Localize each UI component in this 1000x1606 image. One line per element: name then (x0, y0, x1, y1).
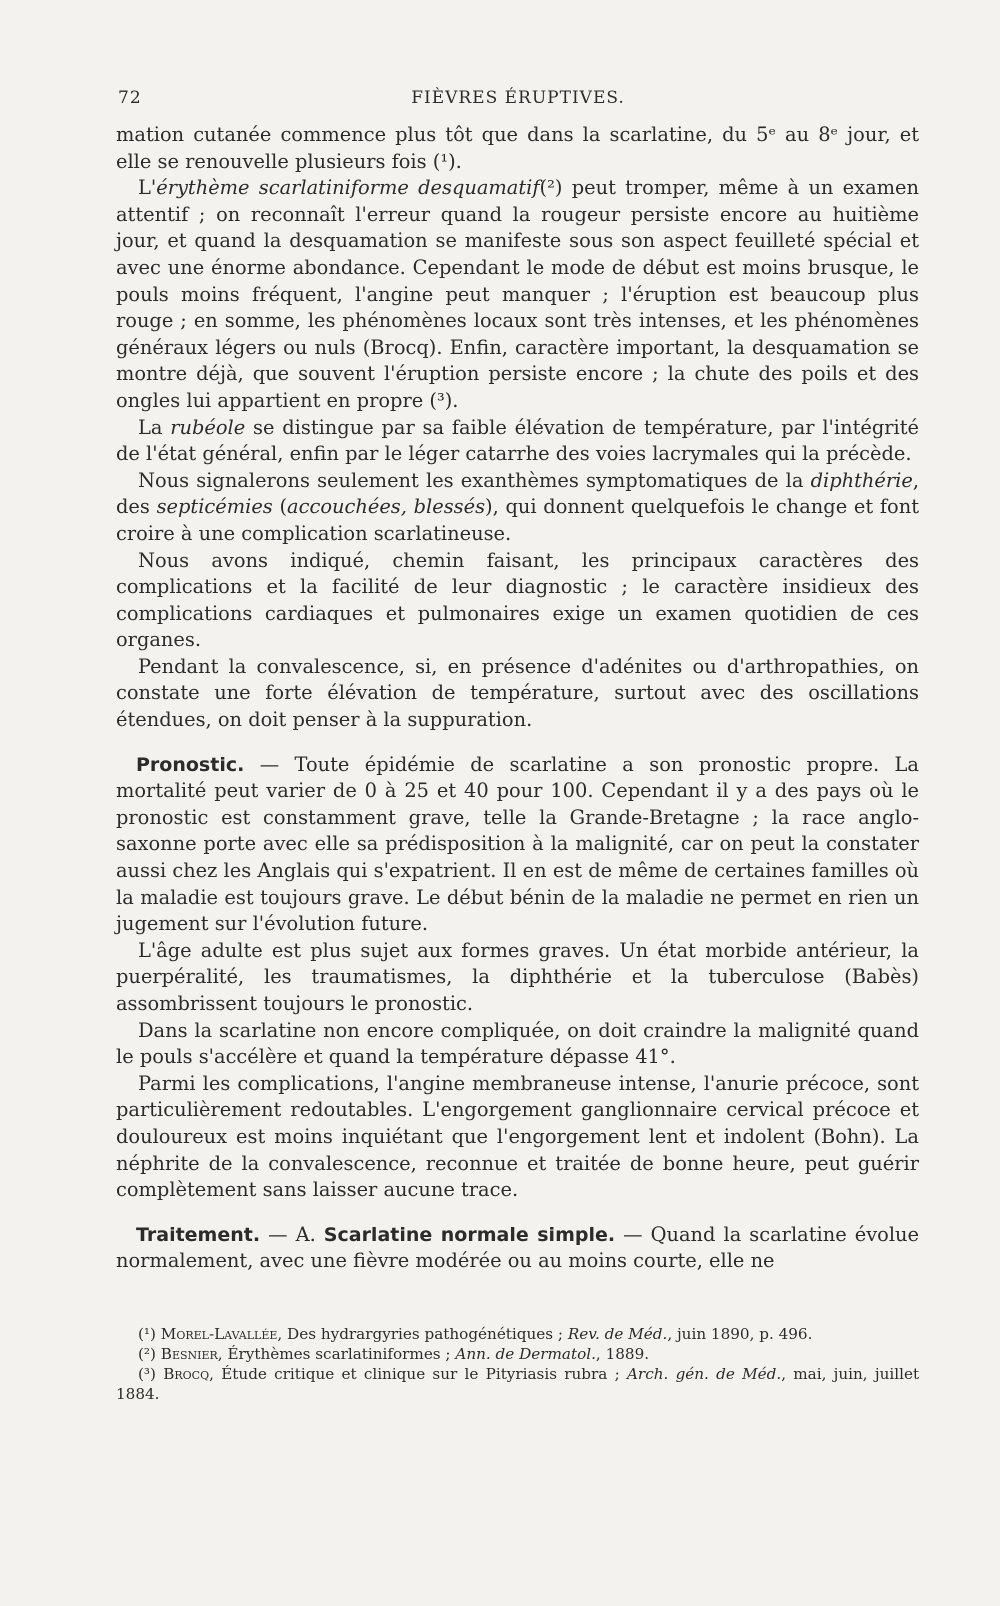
footnote-1-journal: Rev. de Méd. (567, 1325, 668, 1343)
page-number: 72 (118, 88, 142, 108)
footnote-3 (116, 1364, 919, 1404)
paragraph-2-text: peut tromper, même à un examen attentif ; on reconnaît l'erreur quand la rougeur persiste encore au huitième jour, et quand la desquamation se manifeste sous son aspect feuilleté spécial et avec une énorme abondance. Cependant le mode de début est moins brusque, le pouls moins fréquent, l'angine peut manquer ; l'éruption est beaucoup plus rouge ; en somme, les phénomènes locaux sont très intenses, et les phénomènes généraux légers ou nuls (Brocq). Enfin, caractère important, la desquamation se montre déjà, que souvent l'éruption persiste encore ; la chute des poils et des ongles lui appartient en propre (116, 176, 919, 412)
running-header (118, 88, 918, 116)
footnotes (116, 1324, 919, 1404)
footnote-ref-2: (²) (539, 176, 563, 200)
paragraph-1 (116, 122, 919, 175)
paragraph-4-lead: Nous signalerons seulement les exanthèmes symptomatiques de la (138, 468, 804, 492)
paragraph-4-mid: , des (116, 468, 919, 519)
paragraph-1-text: mation cutanée commence plus tôt que dans la scarlatine, du 5ᵉ au 8ᵉ jour, et elle se renouvelle plusieurs fois (116, 123, 919, 173)
footnote-2-author: Besnier, (160, 1345, 223, 1363)
footnote-1 (116, 1324, 919, 1344)
paragraph-2-article: L' (138, 176, 157, 200)
footnote-1-text: Des hydrargyries pathogénétiques ; (287, 1325, 563, 1343)
paragraph-4-term-1: diphthérie (810, 468, 913, 492)
footnote-1-end: , juin 1890, p. 496. (667, 1325, 813, 1343)
paragraph-9: Dans la scarlatine non encore compliquée, on doit craindre la malignité quand le pouls s'accélère et quand la température dépasse 41°. (116, 1018, 919, 1069)
footnote-1-mark: (¹) (138, 1325, 156, 1343)
traitement-dash: — A. (268, 1222, 316, 1246)
traitement-text: — Quand la scarlatine évolue normalement, avec une fièvre modérée ou au moins courte, elle ne (116, 1222, 919, 1273)
traitement-heading: Traitement. (136, 1223, 261, 1246)
paragraph-4-term-3: accouchées, blessés (287, 495, 486, 519)
paragraph-3 (116, 415, 919, 468)
footnote-2-journal: Ann. de Dermatol. (455, 1345, 596, 1363)
paragraph-3-term: rubéole (170, 415, 246, 439)
footnote-2-end: , 1889. (595, 1345, 650, 1363)
footnote-3-author: Brocq, (163, 1365, 214, 1383)
footnote-ref-3: (³). (429, 388, 459, 412)
pronostic-section (116, 752, 919, 938)
paragraph-8: L'âge adulte est plus sujet aux formes graves. Un état morbide antérieur, la puerpéralité, les traumatismes, la diphthérie et la tuberculose (Babès) assombrissent toujours le pronostic. (116, 938, 919, 1015)
footnote-2-mark: (²) (138, 1345, 156, 1363)
paragraph-4-end: ), qui donnent quelquefois le change et font croire à une complication scarlatineuse. (116, 495, 919, 545)
paragraph-3-text: se distingue par sa faible élévation de température, par l'intégrité de l'état général, enfin par le léger catarrhe des voies lacrymales qui la précède. (116, 415, 919, 466)
footnote-3-end: , mai, juin, juillet 1884. (116, 1365, 920, 1403)
footnote-1-author: Morel-Lavallée, (160, 1325, 283, 1343)
paragraph-4-term-2: septicémies (156, 495, 273, 519)
paragraph-6: Pendant la convalescence, si, en présence d'adénites ou d'arthropathies, on constate une forte élévation de température, surtout avec des oscillations étendues, on doit penser à la suppuration. (116, 654, 919, 732)
paragraph-2 (116, 175, 919, 414)
traitement-section (116, 1222, 919, 1275)
paragraph-4 (116, 468, 919, 548)
pronostic-heading: Pronostic. (136, 753, 245, 776)
traitement-subheading: Scarlatine normale simple. (323, 1223, 616, 1246)
paragraph-2-term: érythème scarlatiniforme desquamatif (156, 176, 540, 200)
paragraph-10: Parmi les complications, l'angine membraneuse intense, l'anurie précoce, sont particulièrement redoutables. L'engorgement ganglionnaire cervical précoce et douloureux est moins inquiétant que l'engorgement lent et indolent (Bohn). La néphrite de la convalescence, reconnue et traitée de bonne heure, peut guérir complètement sans laisser aucune trace. (116, 1071, 919, 1202)
footnote-2-text: Érythèmes scarlatiniformes ; (227, 1345, 451, 1363)
footnote-2 (116, 1344, 919, 1364)
paragraph-3-lead: La (138, 415, 163, 439)
pronostic-text: — Toute épidémie de scarlatine a son pronostic propre. La mortalité peut varier de 0 à 25 et 40 pour 100. Cependant il y a des pays où le pronostic est constamment grave, telle la Grande-Bretagne ; la race anglo-saxonne porte avec elle sa prédisposition à la malignité, car on peut la constater aussi chez les Anglais qui s'expatrient. Il en est de même de certaines familles où la maladie est toujours grave. Le début bénin de la maladie ne permet en rien un jugement sur l'évolution future. (116, 752, 919, 936)
footnote-3-text: Étude critique et clinique sur le Pityriasis rubra ; (221, 1365, 620, 1383)
footnote-ref-1: (¹). (432, 149, 462, 173)
footnote-3-journal: Arch. gén. de Méd. (626, 1365, 782, 1383)
paragraph-4-paren: ( (279, 495, 288, 519)
paragraph-5: Nous avons indiqué, chemin faisant, les principaux caractères des complications et la facilité de leur diagnostic ; le caractère insidieux des complications cardiaques et pulmonaires exige un examen quotidien de ces organes. (116, 548, 919, 652)
running-title: FIÈVRES ÉRUPTIVES. (411, 88, 625, 108)
main-text (116, 122, 919, 1275)
footnote-3-mark: (³) (138, 1365, 156, 1383)
